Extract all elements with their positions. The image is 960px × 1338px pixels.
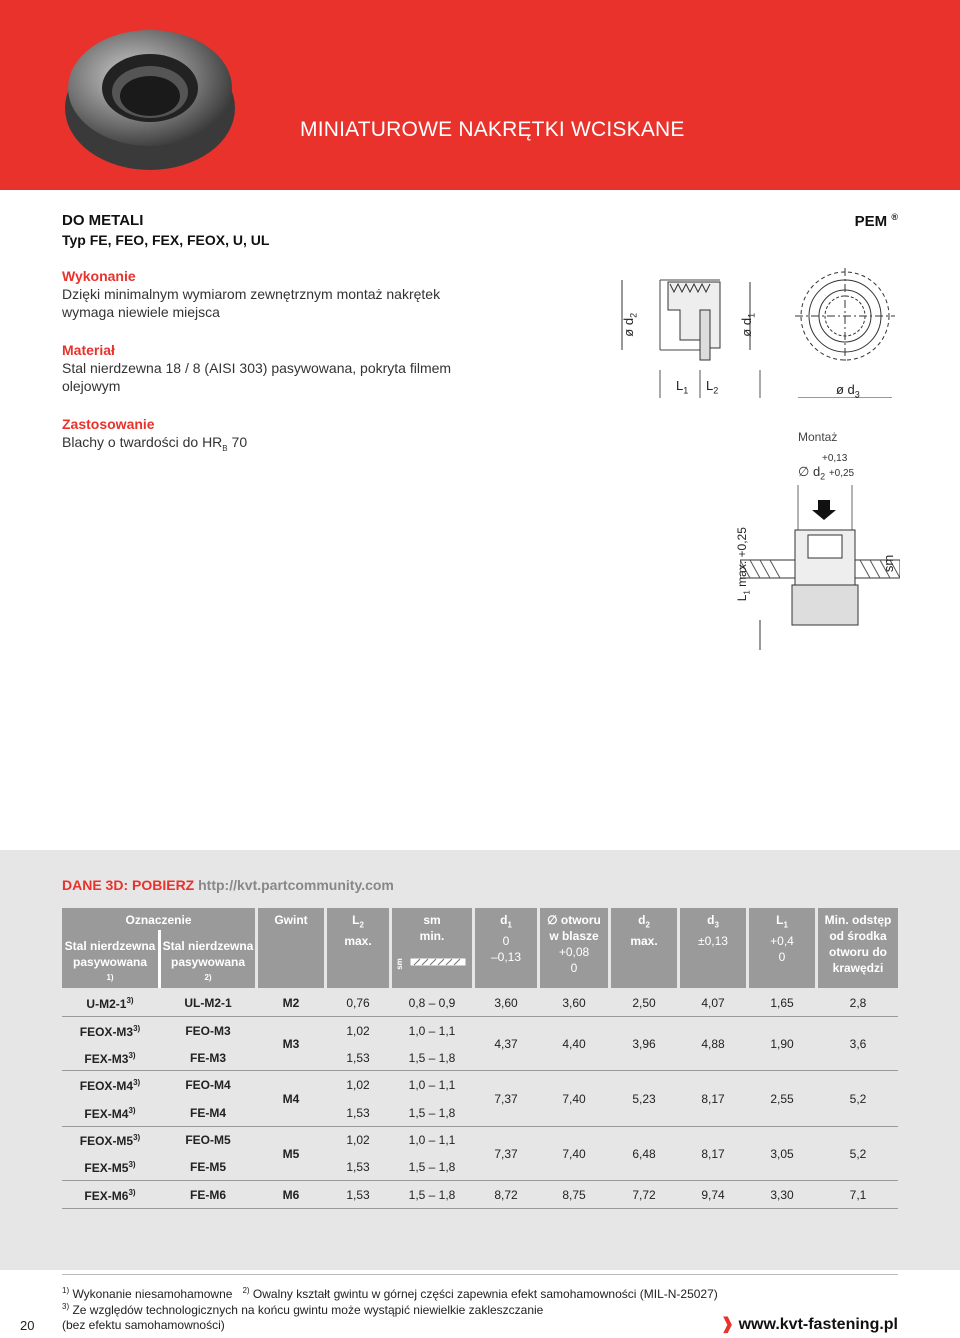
cell-d1: 7,37 <box>494 1092 518 1106</box>
cell-L1: 1,90 <box>770 1037 794 1051</box>
cell-d2: 5,23 <box>632 1092 656 1106</box>
cell-l2: 0,76 <box>346 996 370 1010</box>
wykonanie-text-2: wymaga niewiele miejsca <box>62 304 220 320</box>
cell-otw: 3,60 <box>562 996 586 1010</box>
footnote-3b: (bez efektu samohamowności) <box>62 1318 225 1332</box>
th-d1: $d_1$ 0 –0,13 <box>490 913 522 965</box>
dane-3d: DANE 3D: POBIERZ http://kvt.partcommunity.com <box>62 877 394 893</box>
row-divider <box>62 1180 898 1181</box>
cell-b: FEO-M5 <box>185 1133 231 1147</box>
cell-d1: 3,60 <box>494 996 518 1010</box>
cell-min: 5,2 <box>849 1092 867 1106</box>
row-divider <box>62 1208 898 1209</box>
cell-a: FEOX-M4$^{3)}$ <box>79 1078 141 1093</box>
cell-a: FEX-M4$^{3)}$ <box>84 1106 136 1121</box>
wykonanie-text-1: Dzięki minimalnym wymiarom zewnętrznym montaż nakrętek <box>62 286 441 302</box>
d1-label: ø $d_1$ <box>739 312 757 337</box>
material-text-2: olejowym <box>62 378 121 394</box>
cell-d2: 7,72 <box>632 1188 656 1202</box>
sm-label: sm <box>881 554 897 573</box>
cell-l2: 1,02 <box>346 1078 370 1092</box>
page-number: 20 <box>20 1318 35 1333</box>
dane-url[interactable]: http://kvt.partcommunity.com <box>198 877 394 893</box>
wykonanie-block <box>62 267 482 321</box>
brand-label: PEM ® <box>854 212 898 230</box>
cell-gwint: M4 <box>282 1092 300 1106</box>
zastosowanie-block <box>62 415 482 458</box>
l1max-label: $L_1$ max. +0,25 <box>734 527 752 602</box>
cell-a: FEX-M5$^{3)}$ <box>84 1160 136 1175</box>
montaz-label: Montaż <box>798 430 838 444</box>
cell-sm: 1,5 – 1,8 <box>408 1188 456 1202</box>
th-l2: $L_2$ max. <box>344 913 372 949</box>
cell-sm: 1,0 – 1,1 <box>408 1024 456 1038</box>
cell-d1: 7,37 <box>494 1147 518 1161</box>
cell-L1: 2,55 <box>770 1092 794 1106</box>
cell-sm: 1,5 – 1,8 <box>408 1106 456 1120</box>
cell-b: FE-M4 <box>190 1106 226 1120</box>
cell-min: 7,1 <box>849 1188 867 1202</box>
cell-sm: 1,5 – 1,8 <box>408 1160 456 1174</box>
cell-l2: 1,02 <box>346 1024 370 1038</box>
section-title: DO METALI <box>62 212 144 229</box>
cell-d3: 4,88 <box>701 1037 725 1051</box>
d2-label: ø $d_2$ <box>621 312 639 337</box>
th-sm-small: sm <box>394 958 404 970</box>
cell-b: FEO-M3 <box>185 1024 231 1038</box>
cell-d3: 9,74 <box>701 1188 725 1202</box>
L1-label: $L_1$ <box>676 378 689 396</box>
zastosowanie-heading: Zastosowanie <box>62 416 155 432</box>
material-heading: Materiał <box>62 342 115 358</box>
cell-otw: 8,75 <box>562 1188 586 1202</box>
cell-l2: 1,02 <box>346 1133 370 1147</box>
th-d2: $d_2$ max. <box>630 913 658 949</box>
cell-a: FEOX-M3$^{3)}$ <box>79 1024 141 1039</box>
cell-d2: 2,50 <box>632 996 656 1010</box>
cell-sm: 1,5 – 1,8 <box>408 1051 456 1065</box>
cell-d3: 8,17 <box>701 1147 725 1161</box>
zastosowanie-text: Blachy o twardości do $HR_B$ 70 <box>62 434 248 453</box>
th-otw: ∅ otworu w blasze +0,08 0 <box>547 913 601 975</box>
cell-a: FEX-M3$^{3)}$ <box>84 1051 136 1066</box>
cell-l2: 1,53 <box>346 1160 370 1174</box>
d3-label: ø $d_3$ <box>836 382 860 400</box>
cell-l2: 1,53 <box>346 1188 370 1202</box>
cell-otw: 4,40 <box>562 1037 586 1051</box>
row-divider <box>62 1016 898 1017</box>
cell-b: FE-M5 <box>190 1160 226 1174</box>
top-view-drawing <box>790 268 900 398</box>
row-divider <box>62 1070 898 1071</box>
cell-d1: 8,72 <box>494 1188 518 1202</box>
hole-label: ∅ $d_2 +0,25$ <box>798 464 855 482</box>
th-sm: sm min. <box>419 913 445 943</box>
page-title: MINIATUROWE NAKRĘTKI WCISKANE <box>300 118 685 141</box>
cell-d1: 4,37 <box>494 1037 518 1051</box>
th-stal2: Stal nierdzewna pasywowana 2) <box>162 939 254 982</box>
cell-min: 3,6 <box>849 1037 867 1051</box>
cell-L1: 3,05 <box>770 1147 794 1161</box>
cell-b: FE-M3 <box>190 1051 226 1065</box>
cell-a: U-M2-1$^{3)}$ <box>86 996 134 1011</box>
cell-d3: 8,17 <box>701 1092 725 1106</box>
cell-gwint: M6 <box>282 1188 300 1202</box>
th-min: Min. odstęp od środka otworu do krawędzi <box>824 913 892 975</box>
cell-min: 5,2 <box>849 1147 867 1161</box>
sheet-icon <box>410 956 466 968</box>
tol-top: +0,13 <box>822 453 848 464</box>
cell-l2: 1,53 <box>346 1106 370 1120</box>
th-L1: $L_1$ +0,4 0 <box>770 913 794 965</box>
th-oznaczenie: Oznaczenie <box>125 913 192 927</box>
cell-gwint: M2 <box>282 996 300 1010</box>
cell-b: UL-M2-1 <box>184 996 232 1010</box>
cell-L1: 1,65 <box>770 996 794 1010</box>
cell-gwint: M3 <box>282 1037 300 1051</box>
row-divider <box>62 1126 898 1127</box>
website-link[interactable]: ❱ www.kvt-fastening.pl <box>720 1316 898 1333</box>
section-subtitle: Typ FE, FEO, FEX, FEOX, U, UL <box>62 232 270 248</box>
wykonanie-heading: Wykonanie <box>62 268 136 284</box>
assembly-drawing <box>740 480 900 650</box>
cell-gwint: M5 <box>282 1147 300 1161</box>
cell-a: FEOX-M5$^{3)}$ <box>79 1133 141 1148</box>
cell-a: FEX-M6$^{3)}$ <box>84 1188 136 1203</box>
header-banner <box>0 0 960 190</box>
cell-b: FEO-M4 <box>185 1078 231 1092</box>
cell-sm: 1,0 – 1,1 <box>408 1133 456 1147</box>
cell-d3: 4,07 <box>701 996 725 1010</box>
cell-d2: 3,96 <box>632 1037 656 1051</box>
th-gwint: Gwint <box>274 913 308 927</box>
th-d3: $d_3$ ±0,13 <box>698 913 728 949</box>
cell-otw: 7,40 <box>562 1147 586 1161</box>
material-block <box>62 341 482 395</box>
nut-photo-image <box>55 8 245 178</box>
footnote-1-2: $^{1)}$ Wykonanie niesamohamowne $^{2)}$ Owalny kształt gwintu w górnej części zapewnia efekt samohamowności (MIL-N-25027) <box>62 1286 718 1301</box>
material-text-1: Stal nierdzewna 18 / 8 (AISI 303) pasywowana, pokryta filmem <box>62 360 452 376</box>
cell-l2: 1,53 <box>346 1051 370 1065</box>
cell-otw: 7,40 <box>562 1092 586 1106</box>
footer-divider <box>62 1274 898 1275</box>
footnote-3: $^{3)}$ Ze względów technologicznych na końcu gwintu może wystąpić niewielkie zakleszczanie <box>62 1302 544 1317</box>
cell-b: FE-M6 <box>190 1188 226 1202</box>
cell-min: 2,8 <box>849 996 867 1010</box>
cell-sm: 1,0 – 1,1 <box>408 1078 456 1092</box>
cell-sm: 0,8 – 0,9 <box>408 996 456 1010</box>
L2-label: $L_2$ <box>706 378 719 396</box>
th-stal1: Stal nierdzewna pasywowana 1) <box>64 939 156 982</box>
arrow-icon: ❱ <box>720 1316 735 1333</box>
cell-d2: 6,48 <box>632 1147 656 1161</box>
cell-L1: 3,30 <box>770 1188 794 1202</box>
